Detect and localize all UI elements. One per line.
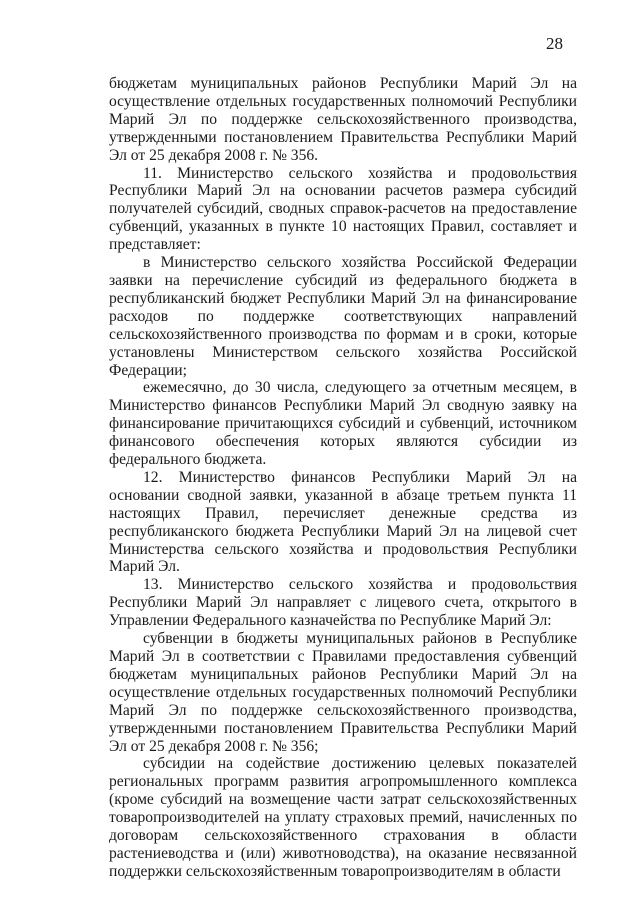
page-number: 28 <box>546 34 563 53</box>
paragraph-continuation: бюджетам муниципальных районов Республики Марий Эл на осуществление отдельных государственных полномочий Республики Марий Эл по поддержке сельскохозяйственного производства, утвержденными постановлением Правительства Республики Марий Эл от 25 декабря 2008 г. № 356. <box>109 75 577 164</box>
paragraph-subsidies: субсидии на содействие достижению целевых показателей региональных программ развития агропромышленного комплекса (кроме субсидий на возмещение части затрат сельскохозяйственных товаропроизводителей на уплату страховых премий, начисленных по договорам сельскохозяйственного страхования в области растениеводства и (или) животноводства), на оказание несвязанной поддержки сельскохозяйственным товаропроизводителям в области <box>109 755 577 880</box>
paragraph-subventions: субвенции в бюджеты муниципальных районов в Республике Марий Эл в соответствии с Правилами предоставления субвенций бюджетам муниципальных районов Республики Марий Эл на осуществление отдельных государственных полномочий Республики Марий Эл по поддержке сельскохозяйственного производства, утвержденными постановлением Правительства Республики Марий Эл от 25 декабря 2008 г. № 356; <box>109 630 577 755</box>
paragraph-item-12: 12. Министерство финансов Республики Марий Эл на основании сводной заявки, указанной в абзаце третьем пункта 11 настоящих Правил, перечисляет денежные средства из республиканского бюджета Республики Марий Эл на лицевой счет Министерства сельского хозяйства и продовольствия Республики Марий Эл. <box>109 468 577 576</box>
paragraph-item-13: 13. Министерство сельского хозяйства и продовольствия Республики Марий Эл направляет с лицевого счета, открытого в Управлении Федерального казначейства по Республике Марий Эл: <box>109 576 577 630</box>
document-body <box>109 75 577 881</box>
paragraph-ministry-russia: в Министерство сельского хозяйства Российской Федерации заявки на перечисление субсидий из федерального бюджета в республиканский бюджет Республики Марий Эл на финансирование расходов по поддержке соответствующих направлений сельскохозяйственного производства по формам и в сроки, которые установлены Министерством сельского хозяйства Российской Федерации; <box>109 254 577 379</box>
paragraph-monthly: ежемесячно, до 30 числа, следующего за отчетным месяцем, в Министерство финансов Республики Марий Эл сводную заявку на финансирование причитающихся субсидий и субвенций, источником финансового обеспечения которых являются субсидии из федерального бюджета. <box>109 379 577 469</box>
paragraph-item-11: 11. Министерство сельского хозяйства и продовольствия Республики Марий Эл на основании расчетов размера субсидий получателей субсидий, сводных справок-расчетов на предоставление субвенций, указанных в пункте 10 настоящих Правил, составляет и представляет: <box>109 164 577 254</box>
